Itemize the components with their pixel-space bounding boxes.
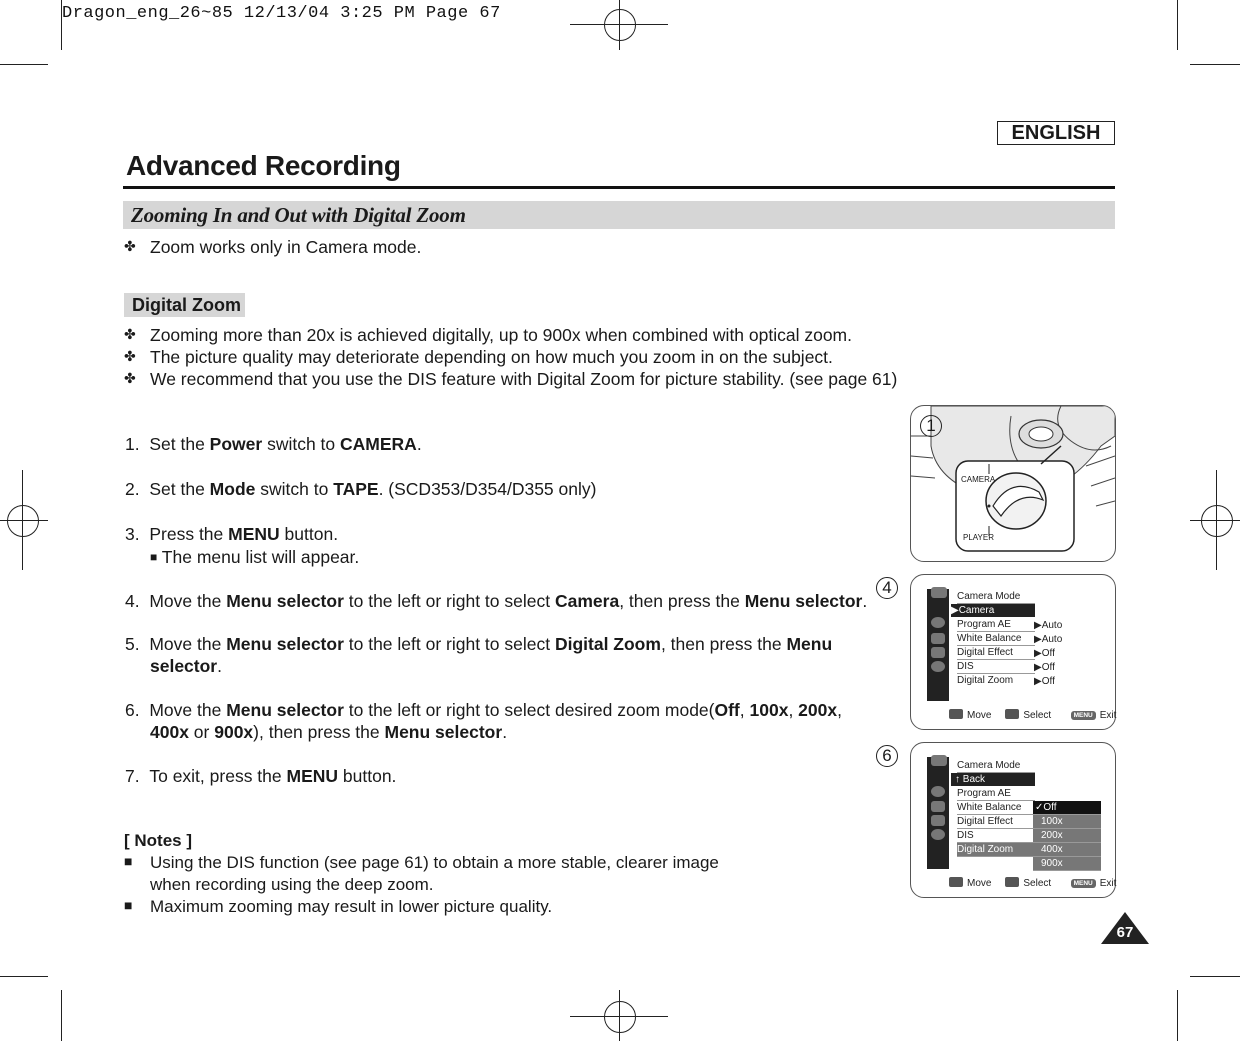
square-bullet-icon: ■ <box>124 853 133 869</box>
camcorder-icon <box>931 633 945 644</box>
select-icon <box>1005 877 1019 887</box>
figure-number-6: 6 <box>876 745 898 767</box>
osd-menu <box>927 589 1117 721</box>
step-1: 1. Set the Power switch to CAMERA. <box>125 434 422 454</box>
menu-button-icon: MENU <box>1071 711 1096 720</box>
figure-number-4: 4 <box>876 577 898 599</box>
step-6-cont: 400x or 900x), then press the Menu selector. <box>150 722 508 742</box>
osd-item: White Balance <box>957 632 1035 646</box>
camcorder-icon <box>931 801 945 812</box>
zoom-option: ✓Off <box>1033 801 1101 815</box>
move-icon <box>949 877 963 887</box>
tv-icon <box>931 815 945 826</box>
title-rule <box>123 186 1115 189</box>
zoom-option: 900x <box>1033 857 1101 871</box>
dial-label-player: PLAYER <box>963 533 994 542</box>
crop-mark-bl-v <box>61 990 62 1041</box>
step-5-cont: selector. <box>150 656 222 676</box>
page-number: 67 <box>1116 924 1134 941</box>
section-title: Zooming In and Out with Digital Zoom <box>131 203 466 227</box>
osd-item: Program AE <box>957 787 1035 801</box>
osd-value: ▶Off <box>1034 648 1055 659</box>
digital-zoom-heading: Digital Zoom <box>124 293 245 317</box>
move-icon <box>949 709 963 719</box>
figure-4-camera-menu <box>882 574 1117 730</box>
zoom-option: 200x <box>1033 829 1101 843</box>
square-bullet-icon: ■ <box>150 550 158 564</box>
osd-footer: Move Select MENU Exit <box>949 877 1116 889</box>
step-7: 7. To exit, press the MENU button. <box>125 766 397 786</box>
crop-mark-bl-h <box>0 976 48 977</box>
cross-bullet-icon: ✤ <box>124 370 136 386</box>
dial-label-camera: CAMERA <box>961 475 996 484</box>
gear-icon <box>931 661 945 672</box>
osd-item: Digital Effect <box>957 815 1035 829</box>
osd-back-item: ↑ Back <box>951 773 1035 786</box>
page-title: Advanced Recording <box>126 150 401 181</box>
gear-icon <box>931 829 945 840</box>
language-tab: ENGLISH <box>997 121 1115 145</box>
square-bullet-icon: ■ <box>124 897 133 913</box>
zoom-option: 400x <box>1033 843 1101 857</box>
camera-icon <box>931 617 945 628</box>
osd-value: ▶Off <box>1034 662 1055 673</box>
section-heading <box>123 201 1115 229</box>
osd-value: ▶Auto <box>1034 620 1063 631</box>
tape-icon <box>931 587 947 598</box>
camera-icon <box>931 786 945 797</box>
camcorder-illustration <box>911 406 1115 561</box>
step-2: 2. Set the Mode switch to TAPE. (SCD353/D354/D355 only) <box>125 479 597 499</box>
crop-mark-tl-h <box>0 64 48 65</box>
osd-item: DIS <box>957 660 1035 674</box>
osd-icon-bar <box>927 589 949 701</box>
osd-item-active: Digital Zoom <box>957 843 1035 857</box>
osd-icon-bar <box>927 757 949 869</box>
cross-bullet-icon: ✤ <box>124 238 136 254</box>
figure-number-1: 1 <box>920 415 942 437</box>
step-3-sub: ■ The menu list will appear. <box>150 547 360 567</box>
zoom-option: 100x <box>1033 815 1101 829</box>
step-3: 3. Press the MENU button. <box>125 524 339 544</box>
figure-1-power-switch <box>910 405 1116 562</box>
osd-item: Program AE <box>957 618 1035 632</box>
tv-icon <box>931 647 945 658</box>
osd-menu <box>927 757 1117 889</box>
osd-value: ▶Off <box>1034 676 1055 687</box>
zoom-option-list <box>1033 801 1101 871</box>
step-5: 5. Move the Menu selector to the left or right to select Digital Zoom, then press the Menu <box>125 634 833 654</box>
osd-item: Digital Effect <box>957 646 1035 660</box>
osd-item: DIS <box>957 829 1035 843</box>
crop-mark-br-v <box>1177 990 1178 1041</box>
osd-item: Digital Zoom <box>957 675 1014 686</box>
cross-bullet-icon: ✤ <box>124 326 136 342</box>
osd-selected-camera: ▶Camera <box>951 604 1035 617</box>
cross-bullet-icon: ✤ <box>124 348 136 364</box>
crop-mark-tl-v <box>61 0 62 50</box>
tape-icon <box>931 755 947 766</box>
crop-mark-br-h <box>1190 976 1240 977</box>
notes-heading: [ Notes ] <box>124 831 192 850</box>
osd-header: Camera Mode <box>957 590 1035 604</box>
osd-value: ▶Auto <box>1034 634 1063 645</box>
menu-button-icon: MENU <box>1071 879 1096 888</box>
step-4: 4. Move the Menu selector to the left or right to select Camera, then press the Menu selector. <box>125 591 868 611</box>
crop-mark-tr-v <box>1177 0 1178 50</box>
select-icon <box>1005 709 1019 719</box>
osd-header: Camera Mode <box>957 759 1035 773</box>
crop-mark-tr-h <box>1190 64 1240 65</box>
osd-item: White Balance <box>957 801 1035 815</box>
print-header: Dragon_eng_26~85 12/13/04 3:25 PM Page 67 <box>62 4 501 23</box>
osd-footer: Move Select MENU Exit <box>949 709 1116 721</box>
step-6: 6. Move the Menu selector to the left or right to select desired zoom mode(Off, 100x, 200x, <box>125 700 842 720</box>
figure-6-zoom-menu <box>882 742 1117 898</box>
